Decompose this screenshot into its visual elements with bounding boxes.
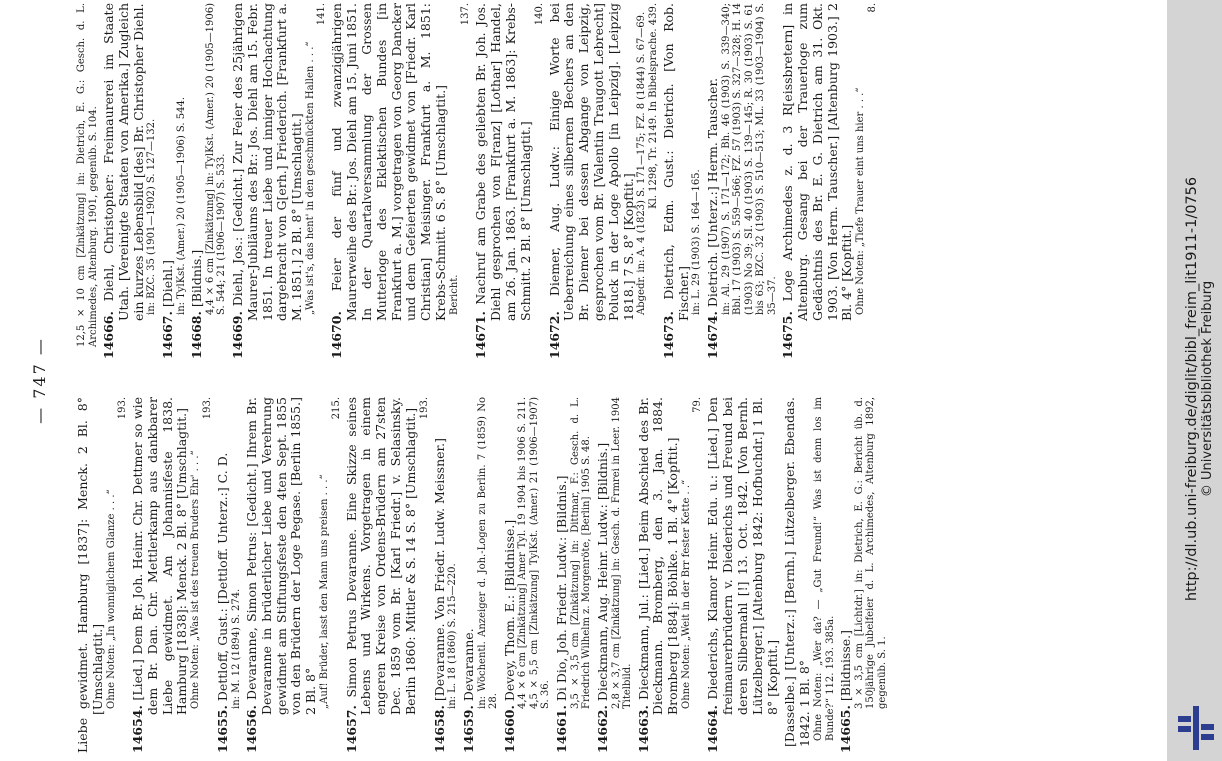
bibliography-entry — [706, 3, 778, 359]
right-column — [76, 3, 881, 359]
entry-number: 14664. — [705, 705, 721, 753]
entry-number: 14654. — [130, 705, 146, 753]
entry-text: Devaranne, Simon Petrus: [Gedicht.] Ihrem Br. Devaranne in brüderlicher Liebe und Verehrung gewidmet am Stiftungsfeste den 4ten Sept. 1855 von den Brüdern der Loge Pegase. [Berlin 1855.] 2 Bl. 8° — [244, 397, 319, 715]
bibliography-entry — [462, 397, 500, 753]
entry-number: 14655. — [214, 705, 230, 753]
entry-note: „Auf! Brüder, lasst den Mann uns preisen . . .“ — [319, 474, 331, 709]
entry-number: 14658. — [431, 705, 447, 753]
entry-note: in: Wöchentl. Anzeiger d. Joh.-Logen zu Berlin. 7 (1859) No 28. — [476, 397, 500, 709]
copyright-text: © Universitätsbibliothek Freiburg — [1200, 280, 1215, 498]
entry-number: 14662. — [594, 705, 610, 753]
entry-text: Dettloff, Gust.: [Dettloff. Unterz.:] C. D. — [214, 452, 230, 702]
entry-number: 14659. — [460, 705, 476, 753]
entry-note: Ohne Noten: „In wonniglichem Glanze . . .“ — [105, 489, 117, 709]
entry-number: 14669. — [229, 311, 245, 359]
entry-ref: 193. — [418, 397, 430, 420]
entry-note: in: Al. 29 (1907) S. 171—172; Bh. 46 (1903) S. 339—340; Bbl. 17 (1903) S. 559—566; FZ. 57 (1903) S. 327—328; H. 14 (1903) No 39; SI. 40 (1903) S. 139—145; R. 30 (1903) S. 61 bis 63; BZC. 32 (1903) S. 510—513; ML. 33 (1903—1904) S. 35—37. — [720, 3, 778, 315]
entry-note: Ohne Noten: „Weit in der Brr fester Kette . .“ — [680, 479, 692, 709]
bibliography-entry-continued — [76, 3, 99, 359]
bibliography-entry — [781, 3, 877, 359]
entry-note: Abgedr. in: A. 4 (1823) S. 171—175; FZ. 8 (1844) S. 67—69. — [636, 11, 648, 315]
entry-note: Bericht. — [448, 274, 460, 315]
bibliography-entry — [474, 3, 544, 359]
bibliography-entry — [345, 397, 430, 753]
left-column — [76, 397, 891, 753]
entry-number: 14656. — [244, 705, 260, 753]
entry-ref: Kl. 1298, Tr. 2149. In Bibelsprache. 439. — [647, 3, 659, 209]
bibliography-entry — [102, 3, 158, 359]
entry-text: Diehl, Christopher: Freimaurerei im Staate Utah. [Vereinigte Staaten von Amerika.] Zugleich ein kurzes Lebensbild [des] Br. Christopher Diehl. — [101, 3, 146, 321]
entry-number: 14668. — [189, 311, 205, 359]
library-logo-icon — [1176, 704, 1216, 752]
entry-note: in: BZC. 35 (1901—1902) S. 127—132. — [146, 118, 158, 315]
entry-text: Dietrich. [Unterz.:] Herm. Tauscher. — [704, 77, 720, 308]
bibliography-entry — [503, 397, 552, 753]
entry-text: [Diehl.] — [159, 259, 175, 308]
entry-number: 14667. — [159, 311, 175, 359]
bibliography-entry — [330, 3, 471, 359]
bibliography-entry — [662, 3, 703, 359]
entry-text: Diederichs, Klamor Heinr. Edu. u.: [Lied.] Den freimaurerbrüdern v. Diederichs und Freund bei deren Silbermahl [!] 13. Oct. 1842. [Von Bernh. Lützelberger.] [Altenburg 1842: Hofbuchdr.] 1 Bl. 8° [Kopftit.] — [705, 397, 780, 715]
bibliography-entry-continued — [783, 397, 836, 753]
entry-text: Feier der fünf und zwanzigjährigen Maurerweihe des Br.: Jos. Diehl am 15. Juni 1851. In der Quartalversammlung der Grossen Mutterloge des Eklektischen Bundes [in Frankfurt a. M.] vorgetragen von Georg Dancker und dem Gefeierten gewidmet von [Friedr. Karl Christian] Meisinger. Frankfurt a. M. 1851: Krebs-Schmitt. 6 S. 8° [Umschlagtit.] — [329, 3, 449, 321]
bibliography-entry — [706, 397, 780, 753]
bibliography-entry — [839, 397, 888, 753]
entry-ref: 8. — [866, 3, 878, 13]
entry-ref: 79. — [692, 397, 704, 413]
entry-note: 12,5 × 10 cm [Zinkätzung] in: Dietrich, E. G.: Gesch. d. L. Archimedes, Altenburg. 1901, gegenüb. S. 104. — [76, 3, 99, 347]
entry-number: 14674. — [704, 311, 720, 359]
entry-note: in: TylKst. (Amer.) 20 (1905—1906) S. 544. — [175, 96, 187, 315]
entry-note: in: L. 18 (1860) S. 215—220. — [447, 563, 459, 709]
entry-number: 14675. — [780, 311, 796, 359]
entry-ref: 193. — [201, 397, 213, 420]
bibliography-entry — [548, 3, 659, 359]
entry-text: Dietrich, Edm. Gust.: Dietrich. [Von Rob. Fischer.] — [660, 3, 691, 321]
entry-text: [Bildnisse.] — [838, 629, 853, 702]
entry-number: 14660. — [501, 705, 517, 753]
entry-ref: 137. — [460, 3, 472, 26]
bibliography-entry — [596, 397, 634, 753]
source-url[interactable] — [1184, 19, 1215, 759]
entry-number: 14670. — [329, 311, 345, 359]
entry-number: 14672. — [546, 311, 562, 359]
page-number: — 747 — — [30, 337, 49, 424]
entry-text: [Dasselbe.] [Unterz.:] [Bernh.] Lützelberger. Ebendas. 1842. 1 Bl. 8° — [782, 397, 813, 747]
bibliography-entry — [555, 397, 593, 753]
library-sidebar — [1167, 0, 1222, 761]
entry-text: Loge Archimedes z. d. 3 R[eissbretern] in Altenburg. Gesang bei der Trauerloge zum Gedächtnis des Br. E. G. Dietrich am 31. Okt. 1903. [Von Herm. Tauscher.] [Altenburg 1903.] 2 Bl. 4° [Kopftit.] — [780, 3, 855, 321]
entry-note: 4,4 × 6 cm [Zinkätzung] Amer Tyl. 19 1904 bis 1906 S. 211. 4,5 × 5,5 cm [Zinkätzung] TylKst. (Amer.) 21 (1906—1907) S. 36. — [517, 397, 552, 709]
entry-note: „Was ist's, das hent' in den geschmückten Hallen . . .“ — [304, 41, 316, 315]
entry-ref: 215. — [330, 397, 342, 420]
entry-note: 3 × 3,5 cm [Lichtdr.] in: Dietrich, E. G.: Bericht üb. d. 150jährige Jubelfeier d. L. Archimedes, Altenburg 1892, gegenüb. S. 1. — [853, 397, 888, 709]
entry-number: 14657. — [343, 705, 359, 753]
entry-text: Diehl, Jos.: [Gedicht.] Zur Feier des 25jährigen Maurer-Jubiläums des Br.: Jos. Diehl am 15. Febr. 1851. In treuer Liebe und inniger Hochachtung dargebracht von G[erh.] Friederich. [Frankfurt a. M. 1851.] 2 Bl. 8° [Umschlagtit.] — [229, 3, 305, 321]
entry-text: Liebe gewidmet. Hamburg [1837]: Menck. 2 Bl. 8° [Umschlagtit.] — [75, 397, 105, 753]
source-url-text[interactable]: http://dl.ub.uni-freiburg.de/diglit/bibl_freim_lit1911-1/0756 — [1184, 176, 1200, 602]
bibliography-entry — [190, 3, 228, 359]
entry-number: 14665. — [838, 705, 853, 753]
entry-number: 14663. — [635, 705, 651, 753]
bibliography-entry — [76, 397, 128, 753]
entry-note: 2,8 × 3,7 cm [Zinkätzung] in: Gesch. d. Frmrei in Leer. 1904 Titelbild. — [610, 397, 634, 709]
bibliography-entry — [216, 397, 242, 753]
entry-text: [Bildnis.] — [189, 249, 205, 308]
entry-note: in: L. 29 (1903) S. 164—165. — [691, 169, 703, 315]
bibliography-entry — [245, 397, 341, 753]
entry-number: 14666. — [101, 311, 116, 359]
bibliography-entry — [131, 397, 213, 753]
entry-text: Devaranne. — [460, 628, 476, 702]
entry-ref: 140. — [533, 3, 545, 26]
entry-note: Ohne Noten: „Tiefe Trauer eint uns hier . . .“ — [855, 87, 867, 315]
entry-text: [Devaranne. Von Friedr. Ludw. Meissner.] — [431, 438, 447, 702]
entry-text: Nachruf am Grabe des geliebten Br. Joh. Jos. Diehl gesprochen von F[ranz] [Lothar] Handel, am 26. Jan. 1863. [Frankfurt a. M. 1863]: Krebs-Schmitt. 2 Bl. 8° [Umschlagtit.] — [473, 3, 533, 321]
entry-text: Dieckmann, Aug. Heinr. Ludw.: [Bildnis.] — [594, 442, 610, 702]
entry-number: 14673. — [660, 311, 676, 359]
bibliography-entry — [433, 397, 459, 753]
entry-text: Simon Petrus Devaranne. Eine Skizze seines Lebens und Wirkens. Vorgetragen in einem engeren Kreise von Ordens-Brüdern am 27sten Dec. 1859 vom Br. [Karl Friedr.] v. Selasinsky. Berlin 1860: Mittler & S. 14 S. 8° [Umschlagtit.] — [343, 397, 418, 715]
entry-ref: 141. — [316, 3, 328, 26]
entry-ref: 193. — [117, 397, 129, 420]
bibliography-entry — [161, 3, 187, 359]
entry-text: Dieckmann, Jul.: [Lied.] Beim Abschied des Br. Dieckmann. Bromberg, den 3. Jan. 1884. Bromberg [1884]: Böhlke. 1 Bl. 4° [Kopftit.] — [635, 397, 681, 715]
entry-number: 14671. — [473, 311, 489, 359]
entry-note: Ohne Noten: „Was ist des treuen Bruders Ehr' . . .“ — [190, 450, 202, 709]
bibliography-entry — [231, 3, 327, 359]
entry-text: [Lied.] Dem Br. Joh. Heinr. Chr. Dettmer so wie dem Br. Dan. Chr. Mettlerkamp aus dankbarer Liebe gewidmet. Am Johannisfeste 1838. Hamburg [1838]: Menck. 2 Bl. 8° [Umschlagtit.] — [130, 397, 190, 715]
entry-note: Ohne Noten: „Wer da? — „Gut Freund!“ Was ist denn los im Bunde?“ 112. 193. 385a. — [813, 397, 836, 741]
entry-note: 3,5 × 3,5 cm [Zinkätzung] in: Dittmar, F.: Gesch. d. L. Friedrich Wilhelm z. Morgenröte, [Berlin] 1905 S. 48. — [569, 397, 593, 709]
entry-text: Di Dio, Joh. Friedr. Ludw.: [Bildnis.] — [553, 475, 569, 702]
bibliography-entry — [637, 397, 704, 753]
entry-note: 4,4 × 6 cm [Zinkätzung] in: TylKst. (Amer.) 20 (1905—1906) S. 544; 21 (1906—1907) S. 533. — [204, 3, 228, 315]
entry-note: in: M. 12 (1894) S. 274. — [230, 588, 242, 709]
entry-text: Diemer, Aug. Ludw.: Einige Worte bei Ueberreichung eines silbernen Bechers an den Br. Diemer bei dessen Abgange von Leipzig, gesprochen vom Br. [Valentin Traugott Lebrecht] Poluck in der Loge Apollo [in Leipzig]. [Leipzig 1818.] 7 S. 8° [Kopftit.] — [546, 3, 636, 321]
entry-number: 14661. — [553, 705, 569, 753]
entry-text: Devey, Thom. E.: [Bildnisse.] — [501, 519, 517, 702]
